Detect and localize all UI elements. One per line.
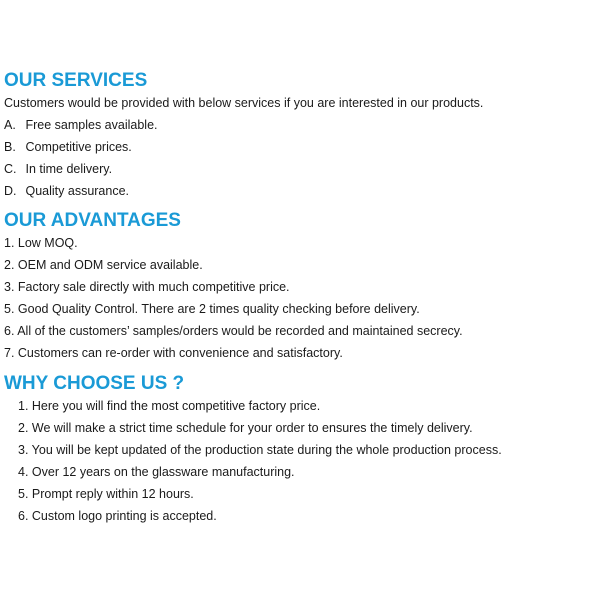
advantages-section (4, 210, 594, 364)
advantages-item: 6. All of the customers’ samples/orders would be recorded and maintained secrecy. (4, 324, 463, 338)
services-section (4, 70, 594, 202)
advantages-item: 5. Good Quality Control. There are 2 times quality checking before delivery. (4, 302, 420, 316)
why-choose-us-item: 5. Prompt reply within 12 hours. (18, 487, 194, 501)
services-item (4, 136, 594, 158)
advantages-item: 3. Factory sale directly with much competitive price. (4, 280, 290, 294)
advantages-item: 1. Low MOQ. (4, 236, 78, 250)
services-item-text: Quality assurance. (25, 184, 130, 198)
services-item-marker: D. (4, 184, 17, 198)
services-item-text: Free samples available. (25, 118, 158, 132)
services-heading: OUR SERVICES (4, 70, 148, 91)
advantages-item: 2. OEM and ODM service available. (4, 258, 203, 272)
why-choose-us-heading: WHY CHOOSE US ? (4, 373, 185, 394)
services-item (4, 114, 594, 136)
services-item (4, 180, 594, 202)
services-item (4, 158, 594, 180)
why-choose-us-section (4, 373, 594, 527)
why-choose-us-item: 6. Custom logo printing is accepted. (18, 509, 217, 523)
services-item-marker: C. (4, 162, 17, 176)
advantages-item: 7. Customers can re-order with convenience and satisfactory. (4, 346, 343, 360)
services-item-text: Competitive prices. (25, 140, 132, 154)
services-item-marker: B. (4, 140, 16, 154)
why-choose-us-item: 2. We will make a strict time schedule for your order to ensures the timely delivery. (18, 421, 473, 435)
services-item-marker: A. (4, 118, 16, 132)
why-choose-us-item: 4. Over 12 years on the glassware manufacturing. (18, 465, 295, 479)
advantages-heading: OUR ADVANTAGES (4, 210, 181, 231)
why-choose-us-item: 1. Here you will find the most competitive factory price. (18, 399, 321, 413)
why-choose-us-item: 3. You will be kept updated of the production state during the whole production process. (18, 443, 502, 457)
services-item-text: In time delivery. (25, 162, 113, 176)
services-intro: Customers would be provided with below services if you are interested in our products. (4, 96, 484, 110)
